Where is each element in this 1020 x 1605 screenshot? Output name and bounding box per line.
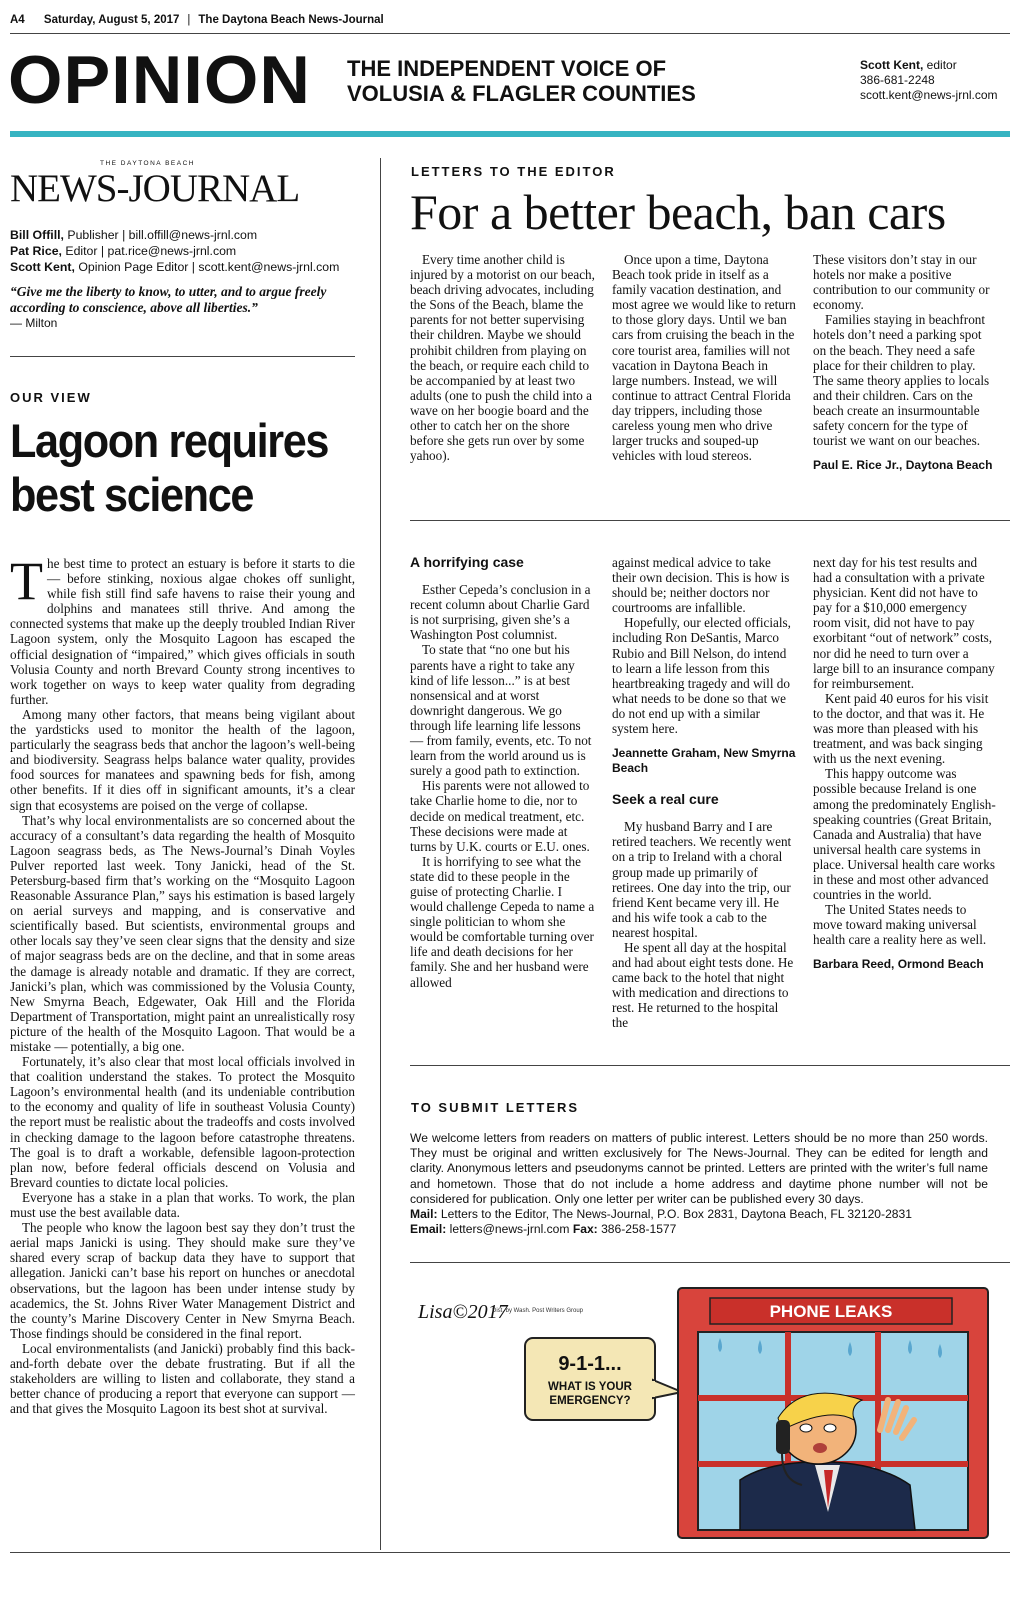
cartoon-signature: Lisa©2017 <box>418 1301 508 1323</box>
paragraph: next day for his test results and had a consultation with a private physician. Kent did not have to pay for a $10,000 emergency room visit, did not have to pay exorbitant “out of network” costs, nor did he need to turn over a large bill to an insurance company for reimbursement. <box>813 555 995 691</box>
divider <box>410 1065 1010 1066</box>
mail-address: Letters to the Editor, The News-Journal, P.O. Box 2831, Daytona Beach, FL 32120-2831 <box>437 1207 912 1222</box>
speech-bubble <box>525 1338 682 1420</box>
paragraph: Among many other factors, that means being vigilant about the yardsticks used to monitor the health of the lagoon, particularly the seagrass beds that anchor the lagoon’s well-being and biodiversity. Seagrass helps balance water quality, provides food sources for manatees and spawning beds for fish, among other benefits. If it dies off in significant amounts, it’s a clear sign that ecosystems are poised on the verge of collapse. <box>10 706 355 813</box>
submit-info <box>410 1131 988 1237</box>
tagline-line-2: VOLUSIA & FLAGLER COUNTIES <box>347 81 696 106</box>
email-label: Email: <box>410 1222 447 1237</box>
paragraph: Hopefully, our elected officials, including Ron DeSantis, Marco Rubio and Bill Nelson, do intend to learn a life lesson from this heartbreaking tragedy and will do what needs to be done so that we do not end up with a similar system here. <box>612 615 791 737</box>
staff-list <box>10 227 339 275</box>
paragraph: This happy outcome was possible because Ireland is one among the predominately English-speaking countries (Great Britain, Canada and Australia) that have universal health care systems in place. Universal health care works in these and most other advanced countries in the world. <box>813 766 996 903</box>
section-label: TO SUBMIT LETTERS <box>411 1100 580 1115</box>
section-title: OPINION <box>8 42 311 118</box>
paragraph: Fortunately, it’s also clear that most local officials involved in that coalition understand the stakes. To protect the Mosquito Lagoon’s environmental health (and its undeniable contribution to the economy and quality of life in southeast Volusia County) the report must be realistic about the tradeoffs and costs involved in checking damage to the lagoon before catastrophe threatens. The goal is to draft a workable, defensible lagoon-protection plan now, before federal officials descend on Volusia and Brevard counties to dictate local policies. <box>10 1054 355 1190</box>
tagline-line-1: THE INDEPENDENT VOICE OF <box>347 56 667 81</box>
paragraph: against medical advice to take their own decision. This is how is should be; neither doctors nor courtrooms are infallible. <box>612 555 790 616</box>
editor-name: Scott Kent, <box>860 58 924 72</box>
section-label: LETTERS TO THE EDITOR <box>411 164 616 179</box>
paragraph <box>10 551 355 707</box>
paragraph: Once upon a time, Daytona Beach took pride in itself as a family vacation destination, and most agree we would like to return to those glory days. Until we ban cars from cruising the beach in the core tourist area, families will not vacation in Daytona Beach in large numbers. Instead, we will continue to attract Central Florida day trippers, including those careless young men who drive larger trucks and souped-up vehicles with loud stereos. <box>612 252 796 464</box>
staff-name: Pat Rice, <box>10 244 62 258</box>
divider <box>410 520 1010 521</box>
newspaper-logo: NEWS-JOURNAL <box>10 167 300 210</box>
paragraph: Kent paid 40 euros for his visit to the doctor, and that was it. He was more than pleased with his treatment, and was back singing with us the next evening. <box>813 690 989 767</box>
staff-row <box>10 259 339 275</box>
staff-role: Editor | pat.rice@news-jrnl.com <box>61 244 237 258</box>
editorial-body <box>10 551 355 1417</box>
nameplate-small: THE DAYTONA BEACH <box>100 160 195 167</box>
editor-phone: 386-681-2248 <box>860 73 935 87</box>
booth-sign: PHONE LEAKS <box>769 1302 893 1321</box>
folio-rule <box>10 33 1010 34</box>
cartoon-credit: Dist. by Wash. Post Writers Group <box>492 1308 584 1314</box>
letter-signature: Jeannette Graham, New Smyrna Beach <box>612 746 796 776</box>
section-tagline <box>347 56 696 106</box>
motto-quote: “Give me the liberty to know, to utter, and to argue freely according to conscience, above all liberties.” <box>10 284 327 315</box>
staff-row <box>10 243 339 259</box>
footer-rule <box>10 1552 1010 1553</box>
bubble-line-2: WHAT IS YOUR <box>548 1381 632 1393</box>
paragraph: It is horrifying to see what the state did to these people in the guise of protecting Charlie. I would challenge Cepeda to name a single politician to whom she would be comfortable turning over life and death decisions for her family. She and her husband were allowed <box>410 853 595 990</box>
fax-label: Fax: <box>572 1222 598 1237</box>
letter1-column-1 <box>410 252 595 463</box>
paragraph: The people who know the lagoon best say they don’t trust the aerial maps Janicki is using. They should make sure they’ve shared every scrap of backup data they have to support that allegation. Janicki can’t base his report on hunches or anecdotal observations, but the lagoon has been under intense study by academics, the St. Johns River Water Management District and the county’s Marine Discovery Center in New Smyrna Beach. Those findings should be considered in the final report. <box>10 1220 355 1341</box>
letter2-column-1 <box>410 555 595 990</box>
mail-label: Mail: <box>410 1207 438 1222</box>
paragraph-text: he best time to protect an estuary is before it starts to die — before stinking, noxious algae chokes off sunlight, while fish still find safe havens to raise their young and dolphins and manatees still thrive. And among the connected systems that make up the deeply troubled Indian River Lagoon system, only the Mosquito Lagoon has escaped the official designation of “impaired,” which gives officials in south Volusia County and north Brevard County strong incentives to work together on ways to keep water quality from degrading further. <box>10 556 355 707</box>
email-address[interactable]: letters@news-jrnl.com <box>446 1222 573 1237</box>
editorial-cartoon <box>410 1280 1000 1540</box>
paragraph: Every time another child is injured by a motorist on our beach, beach driving advocates, including the Sons of the Beach, blame the parents for not better supervising their children. Maybe we should prohibit children from playing on the beach, or require each child to be accompanied by at least two adults (one to push the child into a wave on her boogie board and the other to catch her on the shore before she gets run over by some yahoo). <box>410 252 595 464</box>
paragraph: These visitors don’t stay in our hotels nor make a positive contribution to our community or economy. <box>813 252 990 313</box>
staff-role: Publisher | bill.offill@news-jrnl.com <box>63 228 258 242</box>
letter3-column-3 <box>813 555 998 972</box>
phone-booth <box>678 1288 988 1538</box>
paragraph: Esther Cepeda’s conclusion in a recent column about Charlie Gard is not surprising, given she’s a Washington Post columnist. <box>410 582 591 643</box>
staff-role: Opinion Page Editor | scott.kent@news-jrnl.com <box>74 260 340 274</box>
staff-row <box>10 227 339 243</box>
letter1-column-3 <box>813 252 998 473</box>
submit-contact <box>410 1222 988 1237</box>
folio-date: Saturday, August 5, 2017 <box>43 14 180 26</box>
submit-mail <box>410 1207 988 1222</box>
fax-number: 386-258-1577 <box>597 1222 677 1237</box>
bubble-line-1: 9-1-1... <box>558 1353 622 1375</box>
folio-paper: The Daytona Beach News-Journal <box>198 14 384 26</box>
submit-text: We welcome letters from readers on matters of public interest. Letters should be no more than 250 words. They must be original and written exclusively for The News-Journal. They can be edited for length and clarity. Anonymous letters and pseudonyms cannot be printed. Letters are printed with the writer’s full name and hometown. Those that do not include a home address and daytime phone number will not be considered for publication. Only one letter per writer can be published every 30 days. <box>410 1131 988 1206</box>
drop-cap: T <box>10 551 43 611</box>
letter2-column-2 <box>612 555 797 1031</box>
letter1-column-2 <box>612 252 797 463</box>
letter-signature: Paul E. Rice Jr., Daytona Beach <box>813 458 993 473</box>
paragraph: Local environmentalists (and Janicki) probably find this back-and-forth debate over the debate frustrating. But if all the stakeholders are willing to listen and collaborate, they stand a better chance of producing a report that everyone can support — and that gives the Mosquito Lagoon its best shot at survival. <box>10 1340 355 1417</box>
column-divider <box>380 158 381 1550</box>
paragraph: His parents were not allowed to take Charlie home to die, nor to decide on medical treatment, etc. These decisions were made at turns by U.K. courts or E.U. ones. <box>410 778 590 854</box>
headline-line-1: Lagoon requires <box>10 414 329 467</box>
letters-headline: For a better beach, ban cars <box>410 184 946 240</box>
headline-line-2: best science <box>10 468 254 521</box>
letter-signature: Barbara Reed, Ormond Beach <box>813 957 984 972</box>
paragraph: Everyone has a stake in a plan that works. To work, the plan must use the best available data. <box>10 1189 355 1221</box>
paragraph: He spent all day at the hospital and had about eight tests done. He came back to the hotel that night with medication and directions to rest. He returned to the hospital the <box>612 939 794 1031</box>
paragraph: To state that “no one but his parents have a right to take any kind of life lesson...” is at best nonsensical and at worst downright dangerous. We go through life learning life lessons — from family, events, etc. To not learn from the world around us is surely a good path to extinction. <box>410 642 592 779</box>
divider <box>10 356 355 357</box>
paragraph: That’s why local environmentalists are so concerned about the accuracy of a consultant’s data regarding the health of Mosquito Lagoon seagrass beds, as The News-Journal’s Dinah Voyles Pulver reported last week. Tony Janicki, head of the St. Petersburg-based firm that’s working on the “Mosquito Lagoon Reasonable Assurance Plan,” says his estimation is based largely on aerial surveys and mapping, and is conservative and scientifically based. But scientists, environmental groups and other locals say they’ve seen clear signs that the density and size of major seagrass beds are on the decline, and that in some areas the damage is already notable and dramatic. If they are correct, Janicki’s plan, which was commissioned by the Volusia County, New Smyrna Beach, Edgewater, Oak Hill and the Florida Department of Transportation, might paint an unrealistically rosy picture of the health of the Mosquito Lagoon. That would be a mistake — potentially, a big one. <box>10 812 355 1054</box>
page-number: A4 <box>10 14 25 26</box>
motto-attribution: — Milton <box>10 316 58 330</box>
editor-role: editor <box>923 58 957 72</box>
letter-subhead: A horrifying case <box>410 554 524 570</box>
staff-name: Bill Offill, <box>10 228 64 242</box>
editorial-headline <box>10 414 341 522</box>
accent-bar <box>10 131 1010 137</box>
editor-contact <box>860 58 998 103</box>
section-label: OUR VIEW <box>10 390 92 405</box>
folio-line: A4 Saturday, August 5, 2017 | The Daytona Beach News-Journal <box>10 14 384 26</box>
bubble-line-3: EMERGENCY? <box>549 1395 631 1407</box>
staff-name: Scott Kent, <box>10 260 75 274</box>
letter-subhead: Seek a real cure <box>612 791 719 808</box>
paragraph: Families staying in beachfront hotels don’t need a parking spot on the beach. They need a safe place for their children to play. The same theory applies to locals and their children. Cars on the beach create an insurmountable safety concern for the type of tourist we want on our beaches. <box>813 312 990 449</box>
divider <box>410 1262 1010 1263</box>
paragraph: My husband Barry and I are retired teachers. We recently went on a trip to Ireland with a choral group made up primarily of retirees. One day into the trip, our friend Kent became very ill. He and his wife took a cab to the nearest hospital. <box>612 819 792 940</box>
paragraph: The United States needs to move toward making universal health care a reality here as well. <box>813 902 987 948</box>
editor-email[interactable]: scott.kent@news-jrnl.com <box>860 88 998 102</box>
